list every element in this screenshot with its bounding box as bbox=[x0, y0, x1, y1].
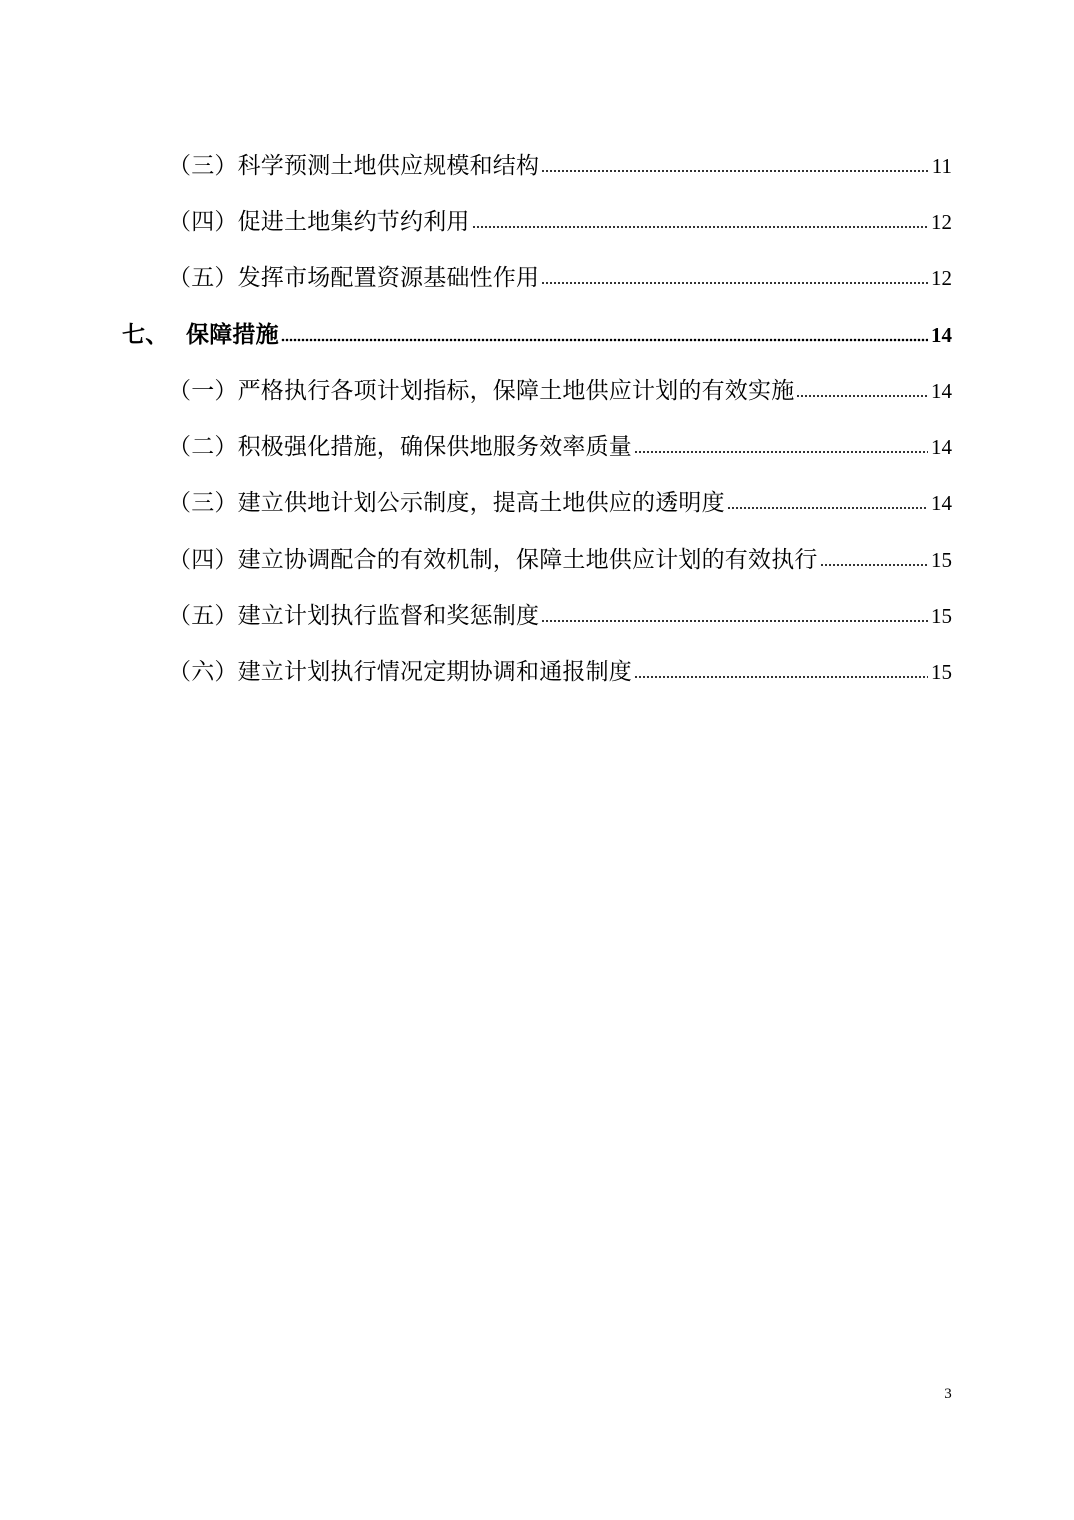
toc-entry-page: 11 bbox=[931, 154, 952, 178]
toc-entry[interactable] bbox=[0, 365, 1074, 405]
toc-leader-dots bbox=[541, 280, 928, 286]
toc-entry-title: （四）建立协调配合的有效机制，保障土地供应计划的有效执行 bbox=[168, 547, 818, 573]
toc-entry[interactable] bbox=[0, 534, 1074, 574]
toc-entry-page: 14 bbox=[931, 491, 952, 515]
toc-leader-dots bbox=[634, 449, 928, 455]
toc-chapter-number: 七、 bbox=[122, 322, 169, 348]
toc-leader-dots bbox=[820, 562, 928, 568]
toc-entry[interactable] bbox=[0, 421, 1074, 461]
toc-entry-page: 15 bbox=[931, 548, 952, 572]
toc-leader-dots bbox=[541, 618, 928, 624]
toc-entry-title: （一）严格执行各项计划指标，保障土地供应计划的有效实施 bbox=[168, 378, 795, 404]
toc-entry-page: 15 bbox=[931, 604, 952, 628]
toc-entry-title: （四）促进土地集约节约利用 bbox=[168, 209, 470, 235]
toc-leader-dots bbox=[634, 674, 928, 680]
toc-chapter-title bbox=[122, 321, 279, 349]
toc-entry-page: 14 bbox=[931, 435, 952, 459]
toc-chapter-text: 保障措施 bbox=[186, 322, 279, 348]
toc-entry-title: （三）科学预测土地供应规模和结构 bbox=[168, 153, 540, 179]
toc-entry-page: 12 bbox=[931, 210, 952, 234]
toc-entry-page: 14 bbox=[931, 323, 952, 347]
toc-leader-dots bbox=[541, 168, 929, 174]
toc-entry[interactable] bbox=[0, 477, 1074, 517]
toc-entry-page: 14 bbox=[931, 379, 952, 403]
toc-entry[interactable] bbox=[0, 196, 1074, 236]
toc-entry-page: 15 bbox=[931, 660, 952, 684]
toc-entry-page: 12 bbox=[931, 266, 952, 290]
toc-entry[interactable] bbox=[0, 252, 1074, 292]
toc-entry[interactable] bbox=[0, 590, 1074, 630]
toc-entry-title: （六）建立计划执行情况定期协调和通报制度 bbox=[168, 659, 632, 685]
toc-leader-dots bbox=[281, 337, 928, 343]
toc-entry-title: （五）建立计划执行监督和奖惩制度 bbox=[168, 603, 540, 629]
toc-entry-title: （二）积极强化措施，确保供地服务效率质量 bbox=[168, 434, 632, 460]
toc-chapter-entry[interactable] bbox=[0, 309, 1074, 349]
toc-entry[interactable] bbox=[0, 646, 1074, 686]
toc-entry[interactable] bbox=[0, 140, 1074, 180]
toc-entry-title: （五）发挥市场配置资源基础性作用 bbox=[168, 265, 540, 291]
page-number: 3 bbox=[944, 1386, 952, 1402]
toc-leader-dots bbox=[727, 505, 928, 511]
toc-leader-dots bbox=[796, 393, 928, 399]
toc-entry-title: （三）建立供地计划公示制度，提高土地供应的透明度 bbox=[168, 490, 725, 516]
toc-leader-dots bbox=[472, 224, 928, 230]
